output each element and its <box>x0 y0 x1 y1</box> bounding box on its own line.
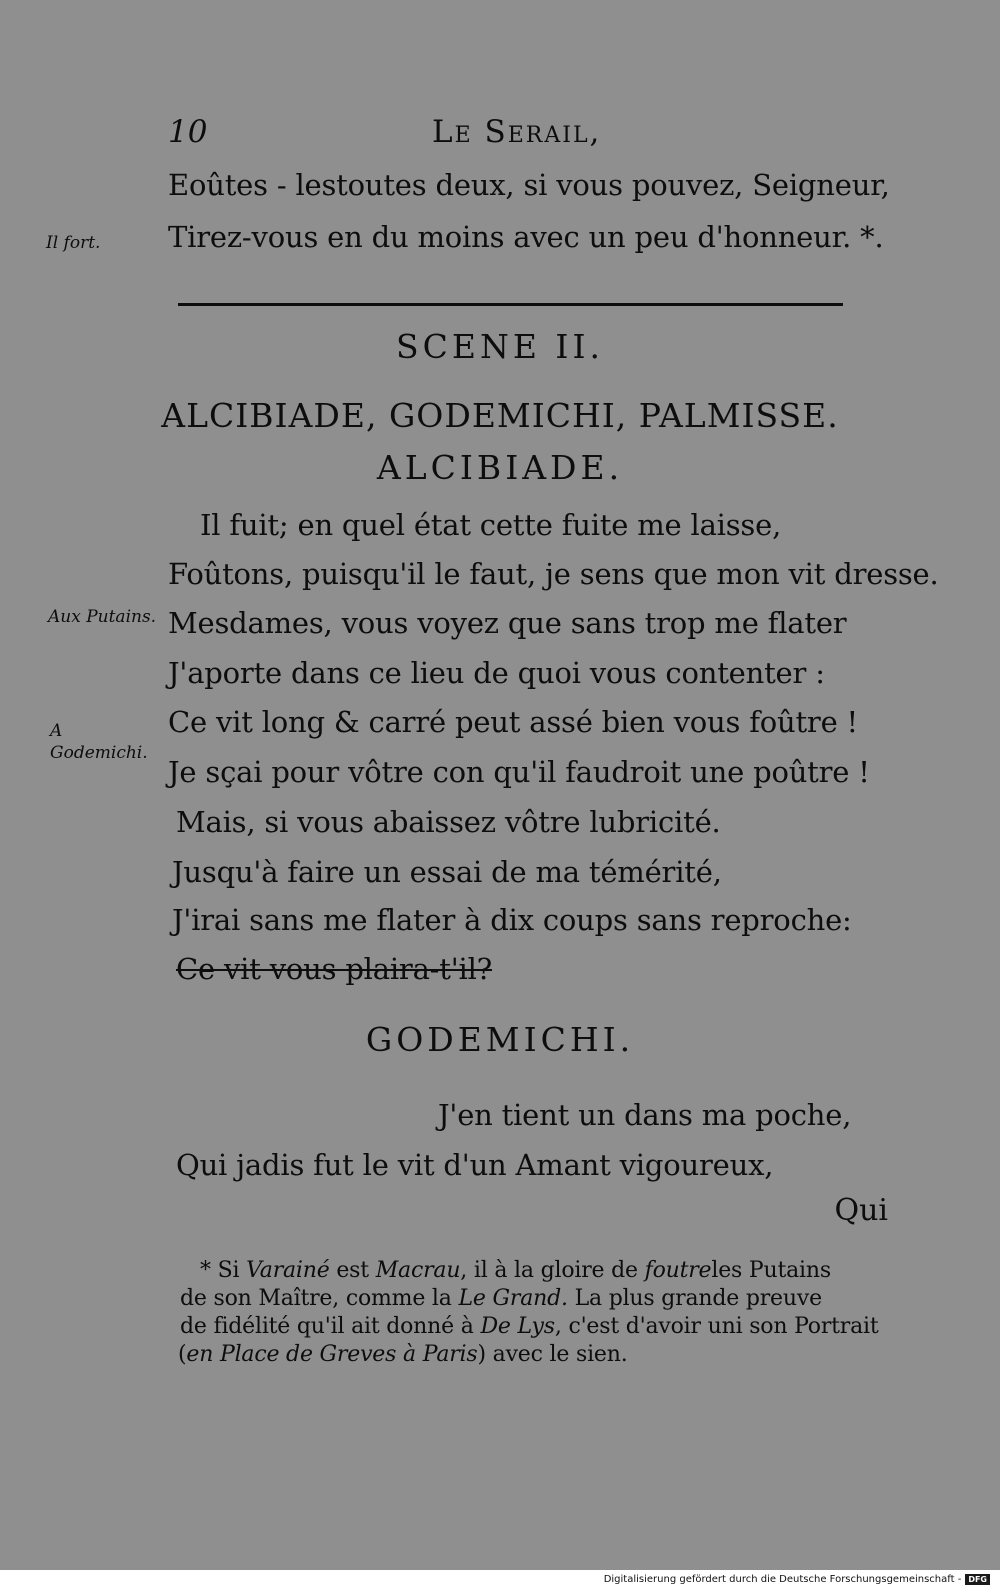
verse-line: Jusqu'à faire un essai de ma témérité, <box>172 855 722 889</box>
verse-line: J'en tient un dans ma poche, <box>438 1098 852 1132</box>
verse-line: Il fuit; en quel état cette fuite me laisse, <box>200 508 782 542</box>
running-title: Le Serail, <box>432 114 602 150</box>
digitization-footer <box>604 1574 990 1585</box>
footnote-line: de son Maître, comme la Le Grand. La plus grande preuve <box>180 1286 822 1311</box>
verse-line: Je sçai pour vôtre con qu'il faudroit une poûtre ! <box>168 755 870 789</box>
verse-line: Ce vit vous plaira-t'il? <box>176 952 492 986</box>
footnote-line: de fidélité qu'il ait donné à De Lys, c'est d'avoir uni son Portrait <box>180 1314 879 1339</box>
verse-line: Qui jadis fut le vit d'un Amant vigoureux, <box>176 1148 774 1182</box>
catchword: Qui <box>834 1193 888 1228</box>
character-list: ALCIBIADE, GODEMICHI, PALMISSE. <box>161 396 839 435</box>
verse-line: J'irai sans me flater à dix coups sans reproche: <box>172 903 852 937</box>
verse-line: J'aporte dans ce lieu de quoi vous contenter : <box>168 656 825 690</box>
margin-note-stage-direction: A Godemichi. <box>50 721 148 763</box>
verse-line: Mais, si vous abaissez vôtre lubricité. <box>176 805 721 839</box>
footer-text: Digitalisierung gefördert durch die Deutsche Forschungsgemeinschaft - <box>603 1574 962 1585</box>
section-rule <box>178 303 843 306</box>
speaker-name: ALCIBIADE. <box>376 448 624 487</box>
page-number: 10 <box>168 114 208 150</box>
scene-title: SCENE II. <box>396 327 604 366</box>
verse-line: Tirez-vous en du moins avec un peu d'honneur. *. <box>168 220 884 254</box>
margin-note-stage-direction: Il fort. <box>46 233 101 253</box>
footnote-line: * Si Varainé est Macrau, il à la gloire de foutreles Putains <box>200 1258 831 1283</box>
speaker-name: GODEMICHI. <box>365 1020 635 1059</box>
verse-line: Ce vit long & carré peut assé bien vous foûtre ! <box>168 705 859 739</box>
verse-line: Eoûtes - lestoutes deux, si vous pouvez, Seigneur, <box>168 168 890 202</box>
verse-line: Mesdames, vous voyez que sans trop me flater <box>168 606 847 640</box>
margin-note-stage-direction: Aux Putains. <box>48 607 157 627</box>
verse-line: Foûtons, puisqu'il le faut, je sens que mon vit dresse. <box>168 557 939 591</box>
dfg-logo: DFG <box>965 1574 990 1585</box>
footnote-line: (en Place de Greves à Paris) avec le sien. <box>178 1342 628 1367</box>
